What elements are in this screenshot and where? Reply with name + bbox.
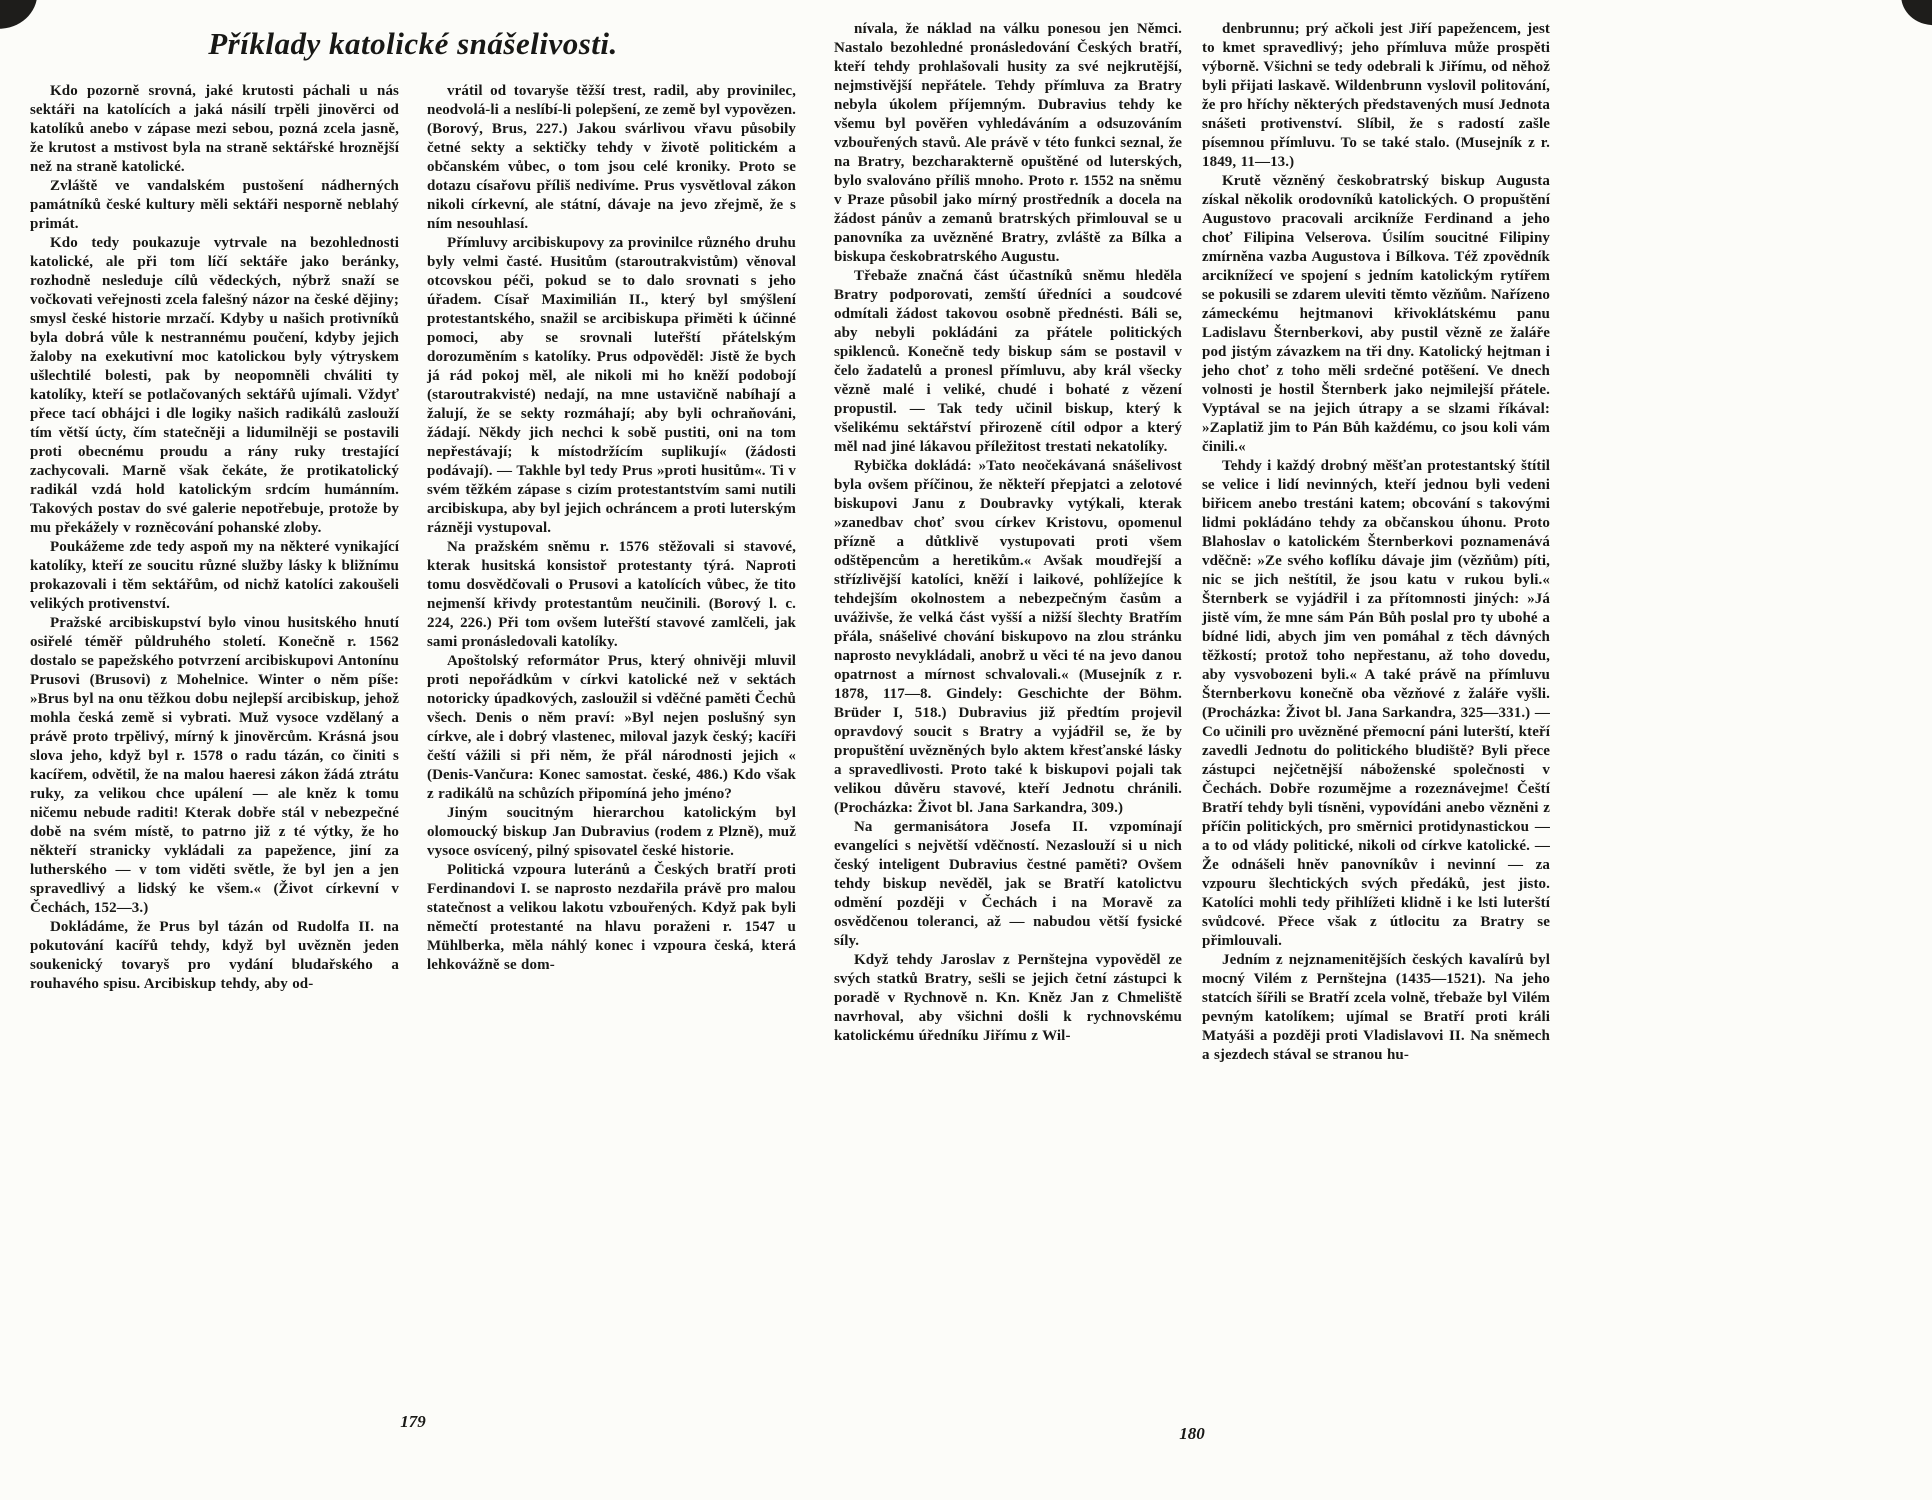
page-right — [834, 20, 1550, 1065]
paragraph: Na germanisátora Josefa II. vzpomínají evangelíci s největší vděčností. Nezaslouží si u nich český inteligent Dubravius čestné paměti? Ovšem tehdy biskup nevěděl, jak se Bratří katolictvu odmění později v Čechách i na Moravě za osvědčenou toleranci, až — nabudou větší fysické síly. — [834, 819, 1182, 949]
right-page-column-2 — [1202, 20, 1550, 1065]
paragraph: Kdo tedy poukazuje vytrvale na bezohlednosti katolické, ale při tom líčí sektáře jako beránky, rozhodně nesleduje cílů vědeckých, nýbrž snaží se vočkovati veřejnosti zcela falešný názor na české dějiny; smysl české historie mrzačí. Kdyby u našich protivníků byla dobrá vůle k nestrannému poučení, kdyby jejich žaloby na exekutivní moc katolickou byly výtryskem ušlechtilé bolesti, pak by neopomněli chváliti ty katolíky, kteří se potlačovaných sektářů ujímali. Vždyť přece tací obhájci i dle logiky našich radikálů zaslouží tím větší úcty, čím statečněji a lidumilněji se postavili proti obecnému proudu a rány ruky trestající zachycovali. Marně však čekáte, že protikatolický radikál vzdá hold katolickým srdcím humánním. Takových postav do své galerie nepotřebuje, protože by mu překážely v rozněcování pohanské zloby. — [30, 235, 399, 536]
left-page-column-1 — [30, 82, 399, 994]
paragraph: Jedním z nejznamenitějších českých kavalírů byl mocný Vilém z Pernštejna (1435—1521). Na jeho statcích šířili se Bratří zcela volně, třebaže byl Vilém pevným katolíkem; ujímal se Bratří proti králi Matyáši a později proti Vladislavovi II. Na sněmech a sjezdech stával se stranou hu- — [1202, 952, 1550, 1063]
paragraph: vrátil od tovaryše těžší trest, radil, aby provinilec, neodvolá-li a neslíbí-li polepšení, ze země byl vypovězen. (Borový, Brus, 227.) Jakou svárlivou vřavu působily četné sekty a sektičky tehdy v životě politickém a občanském vůbec, o tom jsou celé kroniky. Proto se dotazu císařovu příliš nedivíme. Prus vysvětloval zákon nikoli církevní, ale státní, dávaje na jevo zřejmě, že s ním nesouhlasí. — [427, 83, 796, 232]
paragraph: Kdo pozorně srovná, jaké krutosti páchali u nás sektáři na katolících a jaká násilí trpěli jinověrci od katolíků anebo v zápase mezi sebou, pozná zcela jasně, že krutost a mstivost byla na straně sektářské hroznější než na straně katolické. — [30, 83, 399, 175]
paragraph: Tehdy i každý drobný měšťan protestantský štítil se velice i lidí nevinných, kteří jednou byli vedeni biřicem anebo trestáni katem; obcování s takovými lidmi pokládáno tehdy za občanskou úhonu. Proto Blahoslav o katolickém Šternberkovi poznamenává vděčně: »Ze svého koflíku dávaje jim (vězňům) píti, nic se jich neštítil, že jsou katu v rukou byli.« Šternberk se vyjádřil i za přítomnosti jiných: »Já jistě vím, že mne sám Pán Bůh poslal pro ty ubohé a bídné lidi, abych jim ven pomáhal z těch dávných těžkostí; protož toho nepřestanu, až toho dovedu, aby vysvobozeni byli.« A také právě na přímluvu Šternberkovu konečně oba vězňové z žaláře vyšli. (Procházka: Život bl. Jana Sarkandra, 325—331.) — Co učinili pro uvězněné přemocní páni luterští, kteří zavedli Jednotu do politického bludiště? Byli přece zástupci nejčetnější náboženské společnosti v Čechách. Dobře rozumějme a rozeznávejme! Čeští Bratří tehdy byli tísněni, vypovídáni anebo vězněni z příčin politických, pro směrnici protidynastickou — a to od vlády politické, nikoli od církve katolické. — Že odnášeli hněv panovníkův i nevinní — za vzpouru šlechtických svých předáků, jest jisto. Katolíci mohli tedy přihlížeti klidně i ke lsti luterští svůdcové. Přece však z útlocitu za Bratry se přimlouvali. — [1202, 458, 1550, 949]
paragraph: Jiným soucitným hierarchou katolickým byl olomoucký biskup Jan Dubravius (rodem z Plzně), muž vysoce osvícený, pilný spisovatel české historie. — [427, 805, 796, 859]
page-title: Příklady katolické snášelivosti. — [208, 26, 618, 61]
right-page-columns — [834, 20, 1550, 1065]
paragraph: Zvláště ve vandalském pustošení nádherných památníků české kultury měli sektáři nesporně neblahý primát. — [30, 178, 399, 232]
page-number-left: 179 — [400, 1412, 426, 1431]
left-page-columns — [30, 82, 796, 994]
paragraph: Politická vzpoura luteránů a Českých bratří proti Ferdinandovi I. se naprosto nezdařila právě pro malou statečnost a velikou lakotu vzbouřených. Když pak byli němečtí protestanté na hlavu poraženi r. 1547 u Mühlberka, měla náhlý konec i vzpoura česká, která lehkovážně se dom- — [427, 862, 796, 973]
left-page-column-2 — [427, 82, 796, 994]
paragraph: Krutě vězněný českobratrský biskup Augusta získal několik orodovníků katolických. O propuštění Augustovo pracovali arcikníže Ferdinand a jeho choť Filipina Velserova. Úsilím soucitné Filipiny zmírněna vazba Augustova i Bílkova. Též zpovědník arciknížecí ve spojení s jedním katolickým rytířem se pokusili se zdarem uleviti těmto vězňům. Nařízeno zámeckému hejtmanovi křivoklátskému panu Ladislavu Šternberkovi, aby pustil vězně ze žaláře pod jistým závazkem na tři dny. Katolický hejtman i jeho choť z toho měli srdečné potěšení. Ve dnech volnosti je hostil Šternberk jako nejmilejší přátele. Vyptával se na jejich útrapy a se slzami říkával: »Zaplatiž jim to Pán Bůh každému, co jsou koli vám činili.« — [1202, 173, 1550, 455]
page-left — [30, 26, 796, 994]
paragraph: Na pražském sněmu r. 1576 stěžovali si stavové, kterak husitská konsistoř protestanty týrá. Naproti tomu dosvědčovali o Prusovi a katolících vůbec, že tito nejmenší křivdy protestantům neučinili. (Borový l. c. 224, 226.) Při tom ovšem luteřští stavové zamlčeli, jak sami pronásledovali katolíky. — [427, 539, 796, 650]
paragraph: Rybička dokládá: »Tato neočekávaná snášelivost byla ovšem příčinou, že někteří přepjatci a zelotové biskupovi Janu z Doubravky vytýkali, kterak »zanedbav choť svou církev Kristovu, opomenul přízně a důtklivě vystupovati proti všem odštěpencům a heretikům.« Avšak moudřejší a střízlivější katolíci, kněží i laikové, pohlížejíce k tehdejším okolnostem a nebezpečným časům a uváživše, že velká část vyšší a nižší šlechty Bratřím přála, snášelivé chování biskupovo na zlou stránku naprosto nevykládali, anobrž u věci té na jevo danou opatrnost a mírnost schvalovali.« (Musejník z r. 1878, 117—8. Gindely: Geschichte der Böhm. Brüder I, 518.) Dubravius již předtím projevil opravdový soucit s Bratry a vyjádřil se, že by propuštění uvězněných bylo aktem křesťanské lásky a spravedlivosti. Proto také k biskupovi pojali tak velikou důvěru stavové, kteří Jednotu chránili. (Procházka: Život bl. Jana Sarkandra, 309.) — [834, 458, 1182, 816]
right-page-column-1 — [834, 20, 1182, 1065]
page-number-right: 180 — [1179, 1424, 1205, 1443]
paragraph: Poukážeme zde tedy aspoň my na některé vynikající katolíky, kteří ze soucitu různé služby lásky k bližnímu prokazovali i těm sektářům, od nichž katolíci zakoušeli velikých protivenství. — [30, 539, 399, 612]
paragraph: Když tehdy Jaroslav z Pernštejna vypověděl ze svých statků Bratry, sešli se jejich četní zástupci k poradě v Rychnově n. Kn. Kněz Jan z Chmeliště navrhoval, aby všichni došli k rychnovskému katolickému úředníku Jiřímu z Wil- — [834, 952, 1182, 1044]
paragraph: nívala, že náklad na válku ponesou jen Němci. Nastalo bezohledné pronásledování Českých bratří, kteří tehdy prohlašovali husity za své nejkrutější, nejmstivější nepřátele. Tehdy přímluva za Bratry nebyla úkolem příjemným. Dubravius tehdy ke všemu byl pověřen vyhledáváním a odsuzováním vzbouřených stavů. Ale právě v této funkci seznal, že na Bratry, bezcharakterně opuštěné od luterských, bylo svalováno příliš mnoho. Proto r. 1552 na sněmu v Praze působil jako mírný prostředník a docela na žádost pánův a zemanů bratrských přimlouval se u panovníka za uvězněné Bratry, zvláště za Bílka a biskupa českobratrského Augustu. — [834, 21, 1182, 265]
scan-artifact-top-right — [1900, 0, 1932, 28]
paragraph: denbrunnu; prý ačkoli jest Jiří papežencem, jest to kmet spravedlivý; jeho přímluva může prospěti výborně. Všichni se tedy odebrali k Jiřímu, od něhož byli přijati laskavě. Wildenbrunn vyslovil politování, že pro hříchy některých představených musí Jednota snášeti protivenství. Slíbil, že s radostí zašle písemnou přímluvu. To se také stalo. (Musejník z r. 1849, 11—13.) — [1202, 21, 1550, 170]
paragraph: Přímluvy arcibiskupovy za provinilce různého druhu byly velmi časté. Husitům (staroutrakvistům) věnoval otcovskou péči, pokud se to dalo srovnati s jeho úřadem. Císař Maximilián II., který byl smýšlení protestantského, snažil se arcibiskupa přiměti k účinné pomoci, aby se srovnali luteřští přátelským dorozuměním s katolíky. Prus odpověděl: Jistě že bych já rád pokoj měl, ale nikoli mi ho kněží podobojí (staroutrakvisté) nedají, na mne ustavičně nabíhají a žalují, že se sekty rozmáhají; aby byli ochraňováni, žádají. Někdy jich nechci k sobě pustiti, oni na tom nepřestávají; k místodržícím suplikují« (žádosti podávají). — Takhle byl tedy Prus »proti husitům«. Ti v svém těžkém zápase s cizím protestantstvím sami nutili arcibiskupa, aby byl jejich ochráncem a proti luterským rázněji vystupoval. — [427, 235, 796, 536]
paragraph: Pražské arcibiskupství bylo vinou husitského hnutí osiřelé téměř půldruhého století. Konečně r. 1562 dostalo se papežského potvrzení arcibiskupovi Antonínu Prusovi (Brusovi) z Mohelnice. Winter o něm píše: »Brus byl na onu těžkou dobu nejlepší arcibiskup, jehož mohla česká země si vybrati. Muž vysoce vzdělaný a právě proto trpělivý, mírný k jinověrcům. Krásná jsou slova jeho, když byl r. 1578 o radu tázán, co činiti s kacířem, odvětil, že na malou haeresi zákon žádá ztrátu ruky, za velikou chce upálení — ale kněz k tomu ničemu nebude raditi! Kterak dobře stál v nebezpečné době na svém místě, to patrno již z té výtky, že ho někteří stranicky vykládali za papežence, jiní za lutherského — v tom viděti světle, že byl jen a jen spravedlivý a lidský ke všem.« (Život církevní v Čechách, 152—3.) — [30, 615, 399, 916]
paragraph: Třebaže značná část účastníků sněmu hleděla Bratry podporovati, zemští úředníci a soudcové odmítali žádost takovou osobně přednésti. Báli se, aby nebyli pokládáni za přátele politických spiklenců. Konečně tedy biskup sám se postavil v čelo žadatelů a pronesl přímluvu, aby král všecky vězně malé i veliké, chudé i bohaté z vězení propustil. — Tak tedy učinil biskup, který k všelikému sektářství přirozeně cítil odpor a který měl nad jiné lákavou příležitost trestati nekatolíky. — [834, 268, 1182, 455]
paragraph: Dokládáme, že Prus byl tázán od Rudolfa II. na pokutování kacířů tehdy, když byl uvězněn jeden soukenický tovaryš pro vydání bludařského a rouhavého spisu. Arcibiskup tehdy, aby od- — [30, 919, 399, 992]
paragraph: Apoštolský reformátor Prus, který ohnivěji mluvil proti nepořádkům v církvi katolické než v sektách notoricky úpadkových, zasloužil si vděčné paměti Čechů všech. Denis o něm praví: »Byl nejen poslušný syn církve, ale i dobrý vlastenec, miloval jazyk český; kacíři čeští vážili si při něm, že přál národnosti jejich « (Denis-Vančura: Konec samostat. české, 486.) Kdo však z radikálů na schůzích připomíná jeho jméno? — [427, 653, 796, 802]
